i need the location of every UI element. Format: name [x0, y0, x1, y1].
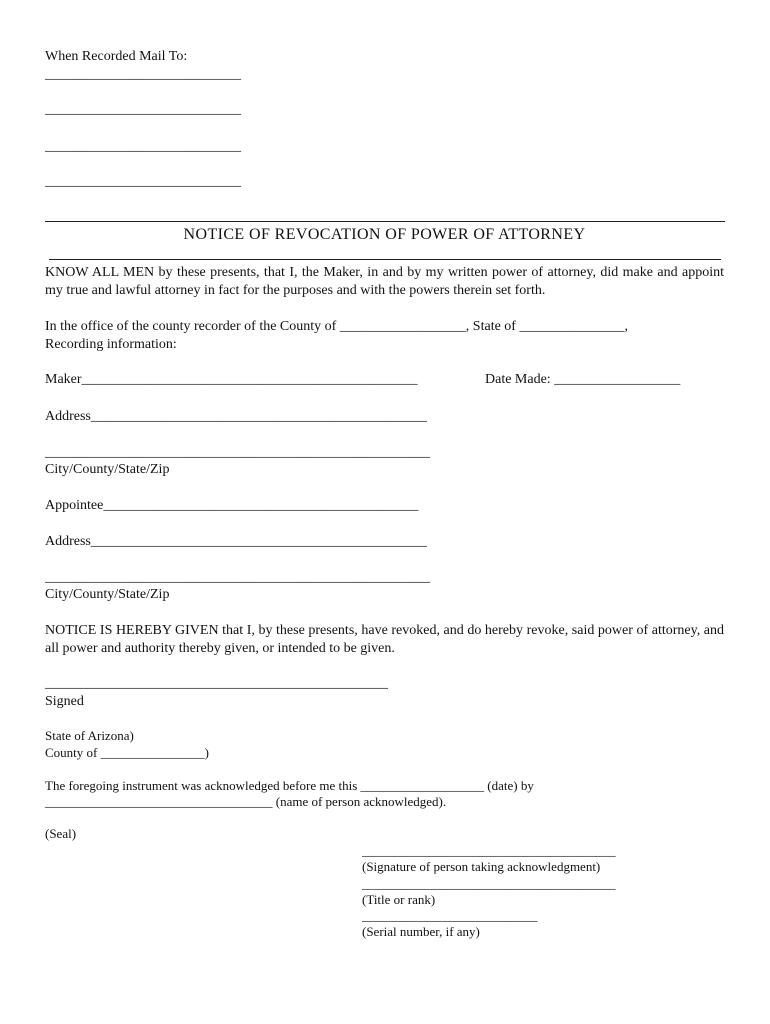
notary-signature-blank: _______________________________________ [362, 843, 616, 858]
appointee-city-blank: _______________________________________________________ [45, 570, 430, 585]
maker-city-blank: _______________________________________________________ [45, 445, 430, 460]
title-rank-label: (Title or rank) [362, 892, 436, 907]
document-title: NOTICE OF REVOCATION OF POWER OF ATTORNEY [183, 226, 586, 243]
know-all-men-paragraph: KNOW ALL MEN by these presents, that I, the Maker, in and by my written power of attorney, did make and appoint my true and lawful attorney in fact for the purposes and with the powers therein set forth. [45, 265, 724, 298]
maker-label: Maker [45, 372, 82, 387]
title-top-rule [45, 221, 725, 222]
appointee-field [45, 497, 418, 514]
signature-blank: _________________________________________________ [45, 676, 388, 691]
maker-address-label: Address [45, 409, 91, 424]
notary-signature-label: (Signature of person taking acknowledgment) [362, 859, 601, 874]
appointee-blank: _____________________________________________ [103, 498, 419, 513]
county-line: County of ________________) [45, 745, 209, 760]
signed-label: Signed [45, 694, 84, 709]
appointee-address-label: Address [45, 534, 91, 549]
maker-address-field [45, 408, 427, 425]
serial-number-label: (Serial number, if any) [362, 924, 480, 939]
mail-to-line-2: ____________________________ [45, 102, 241, 117]
notice-given-paragraph: NOTICE IS HEREBY GIVEN that I, by these presents, have revoked, and do hereby revoke, said power of attorney, and all power and authority thereby given, or intended to be given. [45, 623, 724, 656]
date-made-blank: __________________ [554, 372, 681, 387]
title-rank-blank: _______________________________________ [362, 876, 616, 891]
maker-address-blank: ________________________________________________ [90, 409, 427, 424]
maker-blank: ________________________________________________ [81, 372, 418, 387]
mail-to-line-1: ____________________________ [45, 67, 241, 82]
title-bottom-rule [49, 259, 721, 260]
maker-city-label: City/County/State/Zip [45, 462, 170, 477]
acknowledgment-line-2: ___________________________________ (name of person acknowledged). [45, 794, 447, 809]
date-made-field [485, 371, 680, 388]
appointee-city-label: City/County/State/Zip [45, 587, 170, 602]
state-line: State of Arizona) [45, 728, 134, 743]
mail-to-label: When Recorded Mail To: [45, 49, 188, 64]
appointee-address-blank: ________________________________________________ [90, 534, 427, 549]
mail-to-line-4: ____________________________ [45, 174, 241, 189]
serial-number-blank: ___________________________ [362, 908, 538, 923]
date-made-label: Date Made: [485, 372, 555, 387]
mail-to-line-3: ____________________________ [45, 139, 241, 154]
maker-field [45, 371, 418, 388]
seal-label: (Seal) [45, 826, 77, 841]
appointee-address-field [45, 533, 427, 550]
appointee-label: Appointee [45, 498, 104, 513]
county-recorder-line: In the office of the county recorder of the County of __________________, State of _______________, [45, 319, 628, 334]
recording-information-label: Recording information: [45, 337, 177, 352]
acknowledgment-line-1: The foregoing instrument was acknowledged before me this ___________________ (date) by [45, 778, 534, 793]
